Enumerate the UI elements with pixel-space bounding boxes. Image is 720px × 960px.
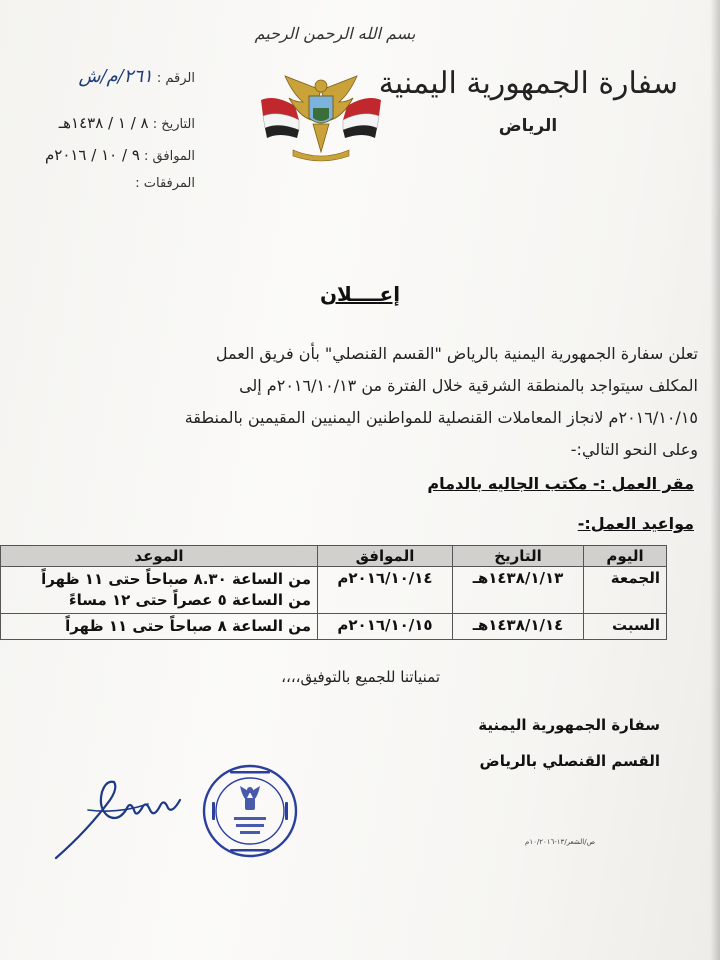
time-line: من الساعة ٨.٣٠ صباحاً حتى ١١ ظهراً bbox=[41, 570, 311, 588]
signature-line-embassy: سفارة الجمهورية اليمنية bbox=[478, 716, 660, 734]
closing-line: تمنياتنا للجميع بالتوفيق،،،، bbox=[281, 668, 440, 686]
yemen-emblem-icon bbox=[255, 72, 387, 164]
gregorian-date bbox=[45, 146, 195, 164]
reference-number bbox=[78, 66, 195, 87]
cell-day: الجمعة bbox=[584, 567, 667, 614]
embassy-name: سفارة الجمهورية اليمنية bbox=[378, 66, 678, 101]
cell-time bbox=[1, 614, 318, 640]
cell-time bbox=[1, 567, 318, 614]
page-edge-shadow bbox=[710, 0, 720, 960]
hijri-date bbox=[59, 114, 195, 132]
column-header-hijri: التاريخ bbox=[453, 546, 584, 567]
body-line-4: وعلى النحو التالي:- bbox=[570, 440, 698, 459]
attachments-label: المرفقات : bbox=[135, 176, 195, 191]
gregorian-date-value: ٩ / ١٠ / ٢٠١٦م bbox=[44, 146, 140, 164]
document-footnote: ص/الشعر/١٣-١٠/٢٠١٦م bbox=[525, 838, 596, 846]
reference-value: ٢٦١/م/ش bbox=[78, 66, 153, 87]
body-line-2: المكلف سيتواجد بالمنطقة الشرقية خلال الفترة من ٢٠١٦/١٠/١٣م إلى bbox=[239, 376, 698, 395]
schedule-table bbox=[0, 545, 667, 640]
hijri-date-label: التاريخ : bbox=[152, 117, 195, 132]
table-row bbox=[1, 567, 667, 614]
basmala: بسم الله الرحمن الرحيم bbox=[254, 24, 416, 43]
cell-gregorian: ٢٠١٦/١٠/١٤م bbox=[318, 567, 453, 614]
cell-hijri: ١٤٣٨/١/١٣هـ bbox=[453, 567, 584, 614]
column-header-day: اليوم bbox=[584, 546, 667, 567]
hijri-date-value: ٨ / ١ / ١٤٣٨هـ bbox=[58, 114, 149, 132]
attachments bbox=[135, 176, 195, 191]
embassy-city: الرياض bbox=[498, 116, 558, 136]
signature-line-section: القسم القنصلي بالرياض bbox=[479, 752, 660, 770]
gregorian-date-label: الموافق : bbox=[144, 149, 195, 164]
body-line-3: ٢٠١٦/١٠/١٥م لانجاز المعاملات القنصلية للمواطنين اليمنيين المقيمين بالمنطقة bbox=[184, 408, 698, 427]
cell-gregorian: ٢٠١٦/١٠/١٥م bbox=[318, 614, 453, 640]
announcement-title: إعــــلان bbox=[319, 282, 401, 306]
time-line: من الساعة ٨ صباحاً حتى ١١ ظهراً bbox=[65, 617, 311, 635]
cell-day: السبت bbox=[584, 614, 667, 640]
column-header-time: الموعد bbox=[1, 546, 318, 567]
cell-hijri: ١٤٣٨/١/١٤هـ bbox=[453, 614, 584, 640]
table-row bbox=[1, 614, 667, 640]
body-line-1: تعلن سفارة الجمهورية اليمنية بالرياض "القسم القنصلي" بأن فريق العمل bbox=[215, 344, 698, 363]
time-line: من الساعة ٥ عصراً حتى ١٢ مساءً bbox=[68, 591, 311, 609]
work-location: مقر العمل :- مكتب الجاليه بالدمام bbox=[427, 474, 694, 493]
schedule-heading: مواعيد العمل:- bbox=[577, 514, 694, 533]
reference-label: الرقم : bbox=[156, 71, 195, 86]
official-stamp-icon bbox=[200, 762, 300, 860]
handwritten-signature bbox=[48, 770, 198, 865]
table-header-row bbox=[1, 546, 667, 567]
column-header-gregorian: الموافق bbox=[318, 546, 453, 567]
